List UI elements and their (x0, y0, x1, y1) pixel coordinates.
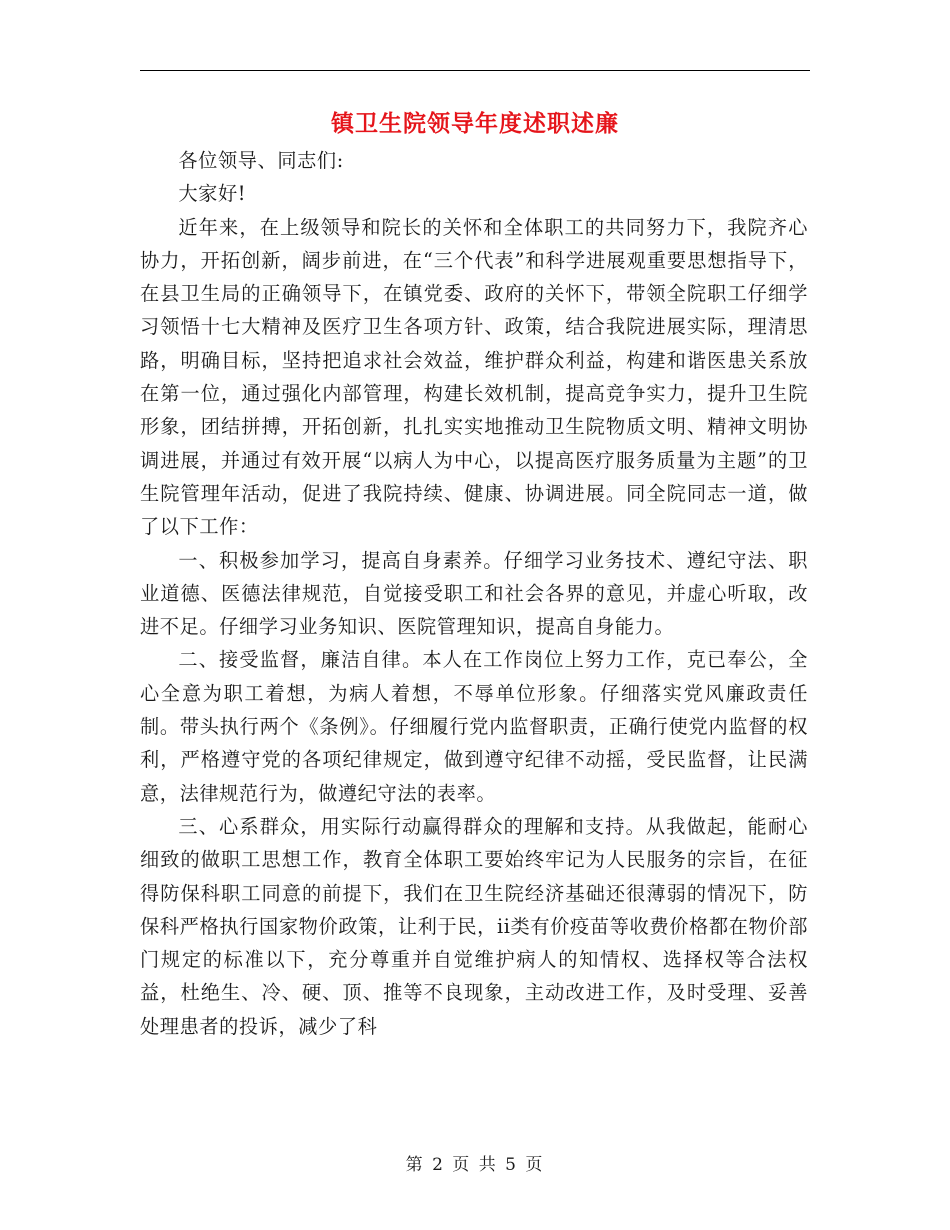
paragraph-section-1: 一、积极参加学习，提高自身素养。仔细学习业务技术、遵纪守法、职业道德、医德法律规范，自觉接受职工和社会各界的意见，并虚心听取，改进不足。仔细学习业务知识、医院管理知识，提高自身能力。 (140, 548, 808, 639)
header-rule (140, 70, 810, 71)
paragraph-salutation: 各位领导、同志们: (178, 149, 344, 172)
paragraph-section-2: 二、接受监督，廉洁自律。本人在工作岗位上努力工作，克已奉公，全心全意为职工着想，为病人着想，不辱单位形象。仔细落实党风廉政责任制。带头执行两个《条例》。仔细履行党内监督职责，正确行使党内监督的权利，严格遵守党的各项纪律规定，做到遵守纪律不动摇，受民监督，让民满意，法律规范行为，做遵纪守法的表率。 (140, 648, 808, 805)
paragraph-section-3: 三、心系群众，用实际行动赢得群众的理解和支持。从我做起，能耐心细致的做职工思想工作，教育全体职工要始终牢记为人民服务的宗旨，在征得防保科职工同意的前提下，我们在卫生院经济基础还很薄弱的情况下，防保科严格执行国家物价政策，让利于民，ii类有价疫苗等收费价格都在物价部门规定的标准以下，充分尊重并自觉维护病人的知情权、选择权等合法权益，杜绝生、冷、硬、顶、推等不良现象，主动改进工作，及时受理、妥善处理患者的投诉，减少了科 (140, 814, 808, 1038)
document-body (140, 144, 808, 1043)
page-number: 第 2 页 共 5 页 (405, 1155, 545, 1175)
paragraph-intro: 近年来，在上级领导和院长的关怀和全体职工的共同努力下，我院齐心协力，开拓创新，阔步前进，在“三个代表”和科学进展观重要思想指导下，在县卫生局的正确领导下，在镇党委、政府的关怀下，带领全院职工仔细学习领悟十七大精神及医疗卫生各项方针、政策，结合我院进展实际，理清思路，明确目标，坚持把追求社会效益，维护群众利益，构建和谐医患关系放在第一位，通过强化内部管理，构建长效机制，提高竞争实力，提升卫生院形象，团结拼搏，开拓创新，扎扎实实地推动卫生院物质文明、精神文明协调进展，并通过有效开展“以病人为中心，以提高医疗服务质量为主题”的卫生院管理年活动，促进了我院持续、健康、协调进展。同全院同志一道，做了以下工作： (140, 215, 808, 539)
paragraph-greeting: 大家好! (178, 182, 247, 206)
document-title: 镇卫生院领导年度述职述廉 (331, 110, 619, 137)
